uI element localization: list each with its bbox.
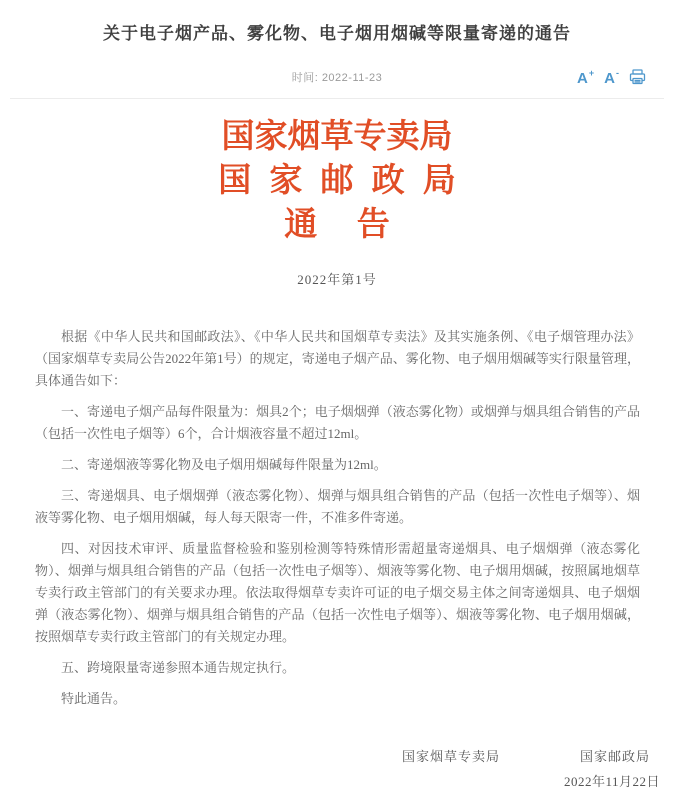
- signature-date: 2022年11月22日: [563, 774, 660, 789]
- issuer-block: [0, 115, 674, 247]
- notice-paragraph: 根据《中华人民共和国邮政法》、《中华人民共和国烟草专卖法》及其实施条例、《电子烟管理办法》（国家烟草专卖局公告2022年第1号）的规定，寄递电子烟产品、雾化物、电子烟用烟碱等实行限量管理，具体通告如下：: [35, 329, 640, 388]
- signature-row: [0, 746, 674, 765]
- publish-timestamp: 时间: 2022-11-23: [291, 72, 383, 84]
- printer-icon: [629, 69, 646, 88]
- font-decrease-button[interactable]: A -: [604, 67, 619, 87]
- header-divider: [10, 98, 664, 99]
- font-tools: [577, 64, 646, 92]
- signature-tobacco: 国家烟草专卖局: [401, 749, 500, 764]
- font-increase-button[interactable]: A +: [577, 67, 595, 87]
- page-title: 关于电子烟产品、雾化物、电子烟用烟碱等限量寄递的通告: [103, 24, 571, 43]
- notice-paragraph: 一、寄递电子烟产品每件限量为：烟具2个；电子烟烟弹（液态雾化物）或烟弹与烟具组合销售的产品（包括一次性电子烟等）6个，合计烟液容量不超过12ml。: [35, 404, 640, 441]
- notice-paragraph: 五、跨境限量寄递参照本通告规定执行。: [61, 660, 296, 675]
- notice-paragraph: 四、对因技术审评、质量监督检验和鉴别检测等特殊情形需超量寄递烟具、电子烟烟弹（液态雾化物）、烟弹与烟具组合销售的产品（包括一次性电子烟等）、烟液等雾化物、电子烟用烟碱，按照属地烟草专卖行政主管部门的有关要求办理。依法取得烟草专卖许可证的电子烟交易主体之间寄递烟具、电子烟烟弹（液态雾化物）、烟弹与烟具组合销售的产品（包括一次性电子烟等）、烟液等雾化物、电子烟用烟碱，按照烟草专卖行政主管部门的有关规定办理。: [35, 541, 640, 644]
- doc-number: 2022年第1号: [297, 272, 377, 287]
- meta-row: [0, 64, 674, 92]
- signature-post: 国家邮政局: [579, 749, 650, 764]
- notice-body: [0, 326, 674, 710]
- notice-paragraph: 特此通告。: [61, 691, 127, 706]
- notice-paragraph: 三、寄递烟具、电子烟烟弹（液态雾化物）、烟弹与烟具组合销售的产品（包括一次性电子烟等）、烟液等雾化物、电子烟用烟碱，每人每天限寄一件，不准多件寄递。: [35, 488, 640, 525]
- issuer-line-post: 国家邮政局: [218, 163, 474, 199]
- issuer-line-tobacco: 国家烟草专卖局: [221, 119, 453, 155]
- issuer-line-notice: 通告: [284, 207, 430, 243]
- notice-paragraph: 二、寄递烟液等雾化物及电子烟用烟碱每件限量为12ml。: [61, 457, 387, 472]
- print-button[interactable]: [629, 69, 646, 88]
